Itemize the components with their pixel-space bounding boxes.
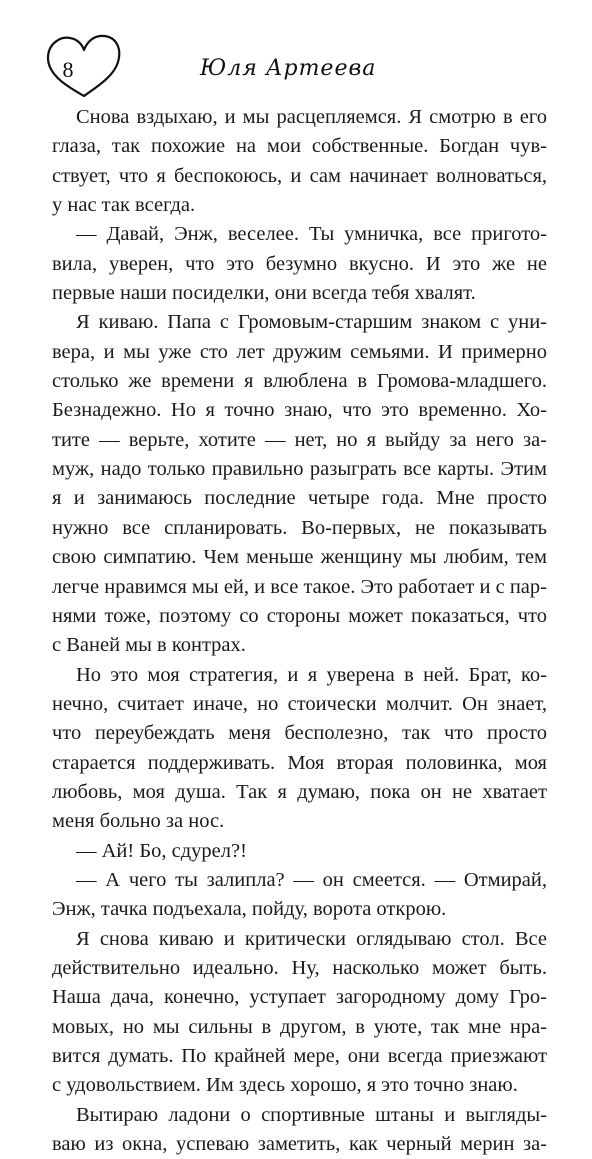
- running-head-author: Юля Артеева: [200, 56, 377, 81]
- text-line: Безнадежно. Но я точно знаю, что это временно. Хо-: [52, 399, 547, 422]
- text-line: любовь, моя душа. Так я думаю, пока он не хватает: [52, 780, 547, 803]
- text-line: ваю из окна, успеваю заметить, как черный мерин за-: [52, 1133, 547, 1156]
- text-line: легче нравимся мы ей, и все такое. Это работает и с пар-: [52, 575, 547, 598]
- text-line: — Ай! Бо, сдурел?!: [76, 839, 247, 862]
- heart-icon: [40, 30, 128, 100]
- text-line: что переубеждать меня бесполезно, так что просто: [52, 722, 547, 745]
- text-line: столько же времени я влюблена в Громова-младшего.: [52, 370, 547, 393]
- text-line: Я снова киваю и критически оглядываю стол. Все: [76, 927, 547, 950]
- page-number: 8: [62, 57, 74, 82]
- body-text: [52, 103, 547, 1159]
- text-line: Но это моя стратегия, и я уверена в ней. Брат, ко-: [76, 663, 547, 686]
- text-line: мовых, но мы сильны в другом, в уюте, так мне нра-: [52, 1015, 547, 1038]
- text-line: Наша дача, конечно, уступает загородному дому Гро-: [52, 986, 547, 1009]
- text-line: старается поддерживать. Моя вторая половинка, моя: [52, 751, 547, 774]
- page-header: [0, 0, 592, 100]
- text-line: с Ваней мы в контрах.: [52, 634, 246, 657]
- text-line: Вытираю ладони о спортивные штаны и выгляды-: [76, 1103, 547, 1126]
- text-line: с удовольствием. Им здесь хорошо, я это точно знаю.: [52, 1074, 518, 1097]
- text-line: у нас так всегда.: [52, 194, 196, 217]
- text-line: нями тоже, поэтому со стороны может показаться, что: [52, 604, 547, 627]
- text-line: свою симпатию. Чем меньше женщину мы любим, тем: [52, 546, 547, 569]
- text-line: Я киваю. Папа с Громовым-старшим знаком с уни-: [76, 311, 547, 334]
- text-line: вера, и мы уже сто лет дружим семьями. И примерно: [52, 340, 547, 363]
- text-line: нечно, считает иначе, но стоически молчит. Он знает,: [52, 692, 547, 715]
- text-line: Снова вздыхаю, и мы расцепляемся. Я смотрю в его: [76, 106, 547, 128]
- text-line: муж, надо только правильно разыграть все карты. Этим: [52, 458, 547, 481]
- text-line: вится думать. По крайней мере, они всегда приезжают: [52, 1045, 547, 1067]
- text-line: — А чего ты залипла? — он смеется. — Отмирай,: [76, 868, 547, 891]
- text-line: первые наши посиделки, они всегда тебя хвалят.: [52, 282, 476, 305]
- text-line: глаза, так похожие на мои собственные. Богдан чув-: [52, 135, 547, 158]
- text-line: тите — верьте, хотите — нет, но я выйду за него за-: [52, 428, 547, 451]
- text-line: Энж, тачка подъехала, пойду, ворота открою.: [52, 898, 447, 921]
- text-line: меня больно за нос.: [52, 810, 225, 833]
- text-line: нужно все спланировать. Во-первых, не показывать: [52, 516, 547, 539]
- text-line: действительно идеально. Ну, насколько может быть.: [52, 956, 547, 979]
- text-line: — Давай, Энж, веселее. Ты умничка, все пригото-: [76, 223, 547, 246]
- text-line: вила, уверен, что это безумно вкусно. И это же не: [52, 252, 547, 275]
- text-line: ствует, что я беспокоюсь, и сам начинает волноваться,: [52, 164, 547, 187]
- text-line: я и занимаюсь последние четыре года. Мне просто: [52, 487, 547, 510]
